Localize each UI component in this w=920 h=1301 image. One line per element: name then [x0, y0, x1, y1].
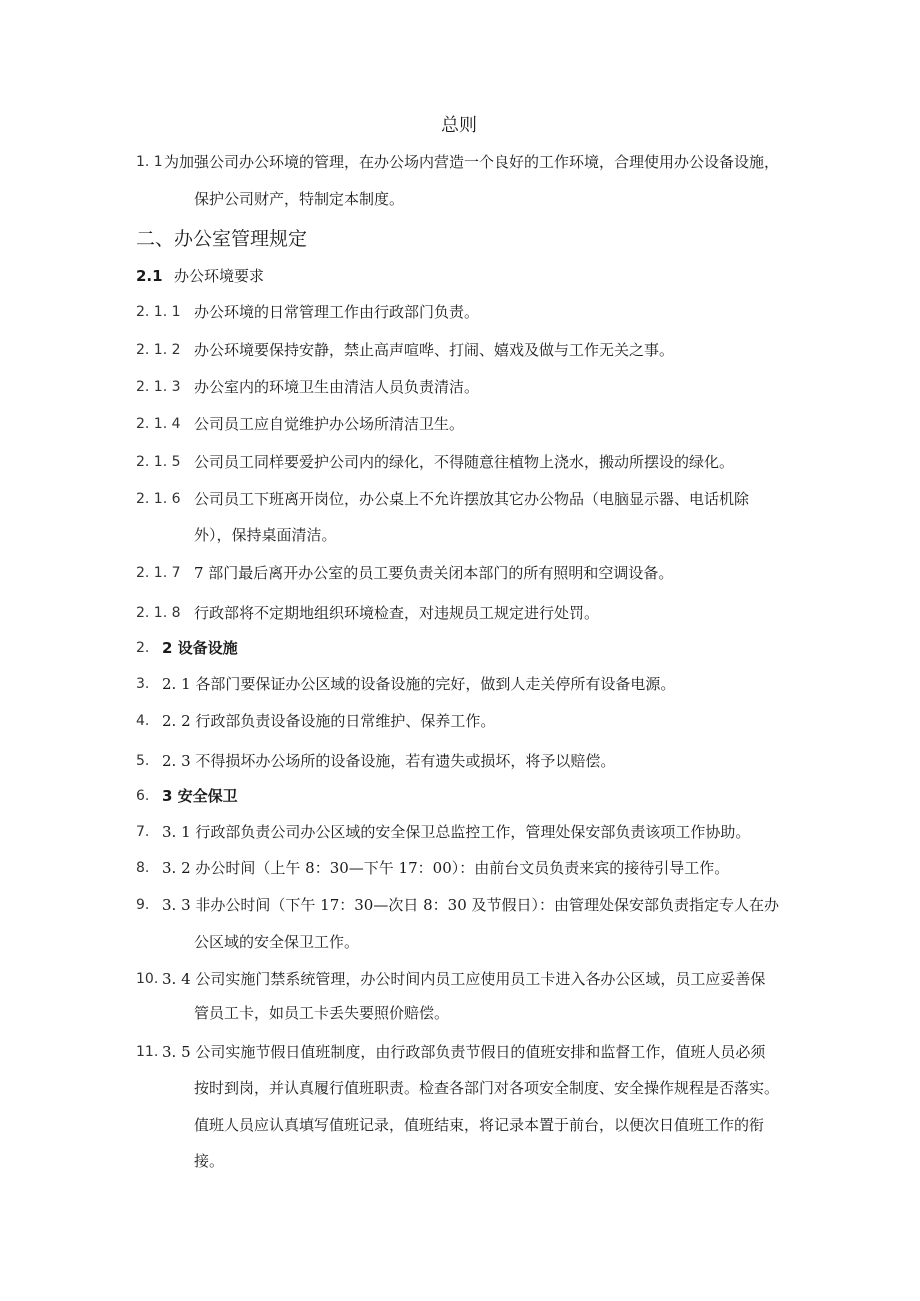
item-text: 办公环境的日常管理工作由行政部门负责。 [194, 303, 480, 321]
list-number: 11. [136, 1044, 159, 1060]
list-number: 8. [136, 860, 150, 876]
item-number: 2. 1. 2 [136, 342, 181, 358]
item-text: 办公环境要保持安静，禁止高声喧哗、打闹、嬉戏及做与工作无关之事。 [194, 341, 675, 359]
list-text: 2. 3 不得损坏办公场所的设备设施，若有遗失或损坏，将予以赔偿。 [162, 752, 616, 770]
list-number: 5. [136, 753, 150, 769]
item-text: 办公室内的环境卫生由清洁人员负责清洁。 [194, 378, 480, 396]
intro-line-1: 为加强公司办公环境的管理，在办公场内营造一个良好的工作环境，合理使用办公设备设施， [164, 153, 780, 171]
list-text-continued: 管员工卡，如员工卡丢失要照价赔偿。 [194, 1004, 450, 1022]
item-number: 2. 1. 4 [136, 416, 181, 432]
list-text-continued: 按时到岗，并认真履行值班职责。检查各部门对各项安全制度、安全操作规程是否落实。 [194, 1079, 780, 1097]
item-text: 行政部将不定期地组织环境检查，对违规员工规定进行处罚。 [194, 604, 600, 622]
list-text: 2. 2 行政部负责设备设施的日常维护、保养工作。 [162, 712, 496, 730]
list-text: 3. 1 行政部负责公司办公区域的安全保卫总监控工作，管理处保安部负责该项工作协助。 [162, 823, 751, 841]
list-number: 7. [136, 824, 150, 840]
document-title: 总则 [441, 115, 477, 136]
item-number: 2. 1. 8 [136, 605, 181, 621]
list-number: 4. [136, 713, 150, 729]
list-number: 10. [136, 971, 159, 987]
item-text: 7 部门最后离开办公室的员工要负责关闭本部门的所有照明和空调设备。 [194, 564, 674, 582]
item-text: 公司员工下班离开岗位，办公桌上不允许摆放其它办公物品（电脑显示器、电话机除 [194, 490, 750, 508]
item-number: 2. 1. 3 [136, 379, 181, 395]
list-heading: 3 安全保卫 [162, 787, 238, 805]
list-text: 3. 3 非办公时间（下午 17：30—次日 8：30 及节假日）：由管理处保安部负责指定专人在办 [162, 896, 780, 914]
list-number: 3. [136, 676, 150, 692]
item-text-continued: 外），保持桌面清洁。 [194, 526, 337, 544]
item-number: 2. 1. 6 [136, 491, 181, 507]
list-text: 3. 4 公司实施门禁系统管理，办公时间内员工应使用员工卡进入各办公区域，员工应妥善保 [162, 970, 766, 988]
intro-number: 1. 1 [136, 154, 163, 170]
list-number: 6. [136, 788, 150, 804]
list-text: 2. 1 各部门要保证办公区域的设备设施的完好，做到人走关停所有设备电源。 [162, 675, 676, 693]
item-number: 2. 1. 5 [136, 454, 181, 470]
subsection-title: 办公环境要求 [174, 267, 265, 285]
list-heading: 2 设备设施 [162, 639, 238, 657]
list-text: 3. 2 办公时间（上午 8：30—下午 17：00）：由前台文员负责来宾的接待引导工作。 [162, 859, 730, 877]
item-text: 公司员工应自觉维护办公场所清洁卫生。 [194, 415, 465, 433]
item-number: 2. 1. 1 [136, 304, 181, 320]
item-text: 公司员工同样要爱护公司内的绿化，不得随意往植物上浇水，搬动所摆设的绿化。 [194, 453, 735, 471]
list-text-continued: 公区域的安全保卫工作。 [194, 933, 360, 951]
list-text-continued: 值班人员应认真填写值班记录，值班结束，将记录本置于前台，以便次日值班工作的衔 [194, 1116, 765, 1134]
section-heading: 二、办公室管理规定 [136, 228, 308, 250]
intro-line-2: 保护公司财产，特制定本制度。 [194, 190, 405, 208]
item-number: 2. 1. 7 [136, 565, 181, 581]
list-text-continued: 接。 [194, 1152, 225, 1170]
list-number: 9. [136, 897, 150, 913]
list-text: 3. 5 公司实施节假日值班制度，由行政部负责节假日的值班安排和监督工作，值班人员必须 [162, 1043, 766, 1061]
list-number: 2. [136, 640, 150, 656]
subsection-number: 2.1 [136, 267, 163, 285]
